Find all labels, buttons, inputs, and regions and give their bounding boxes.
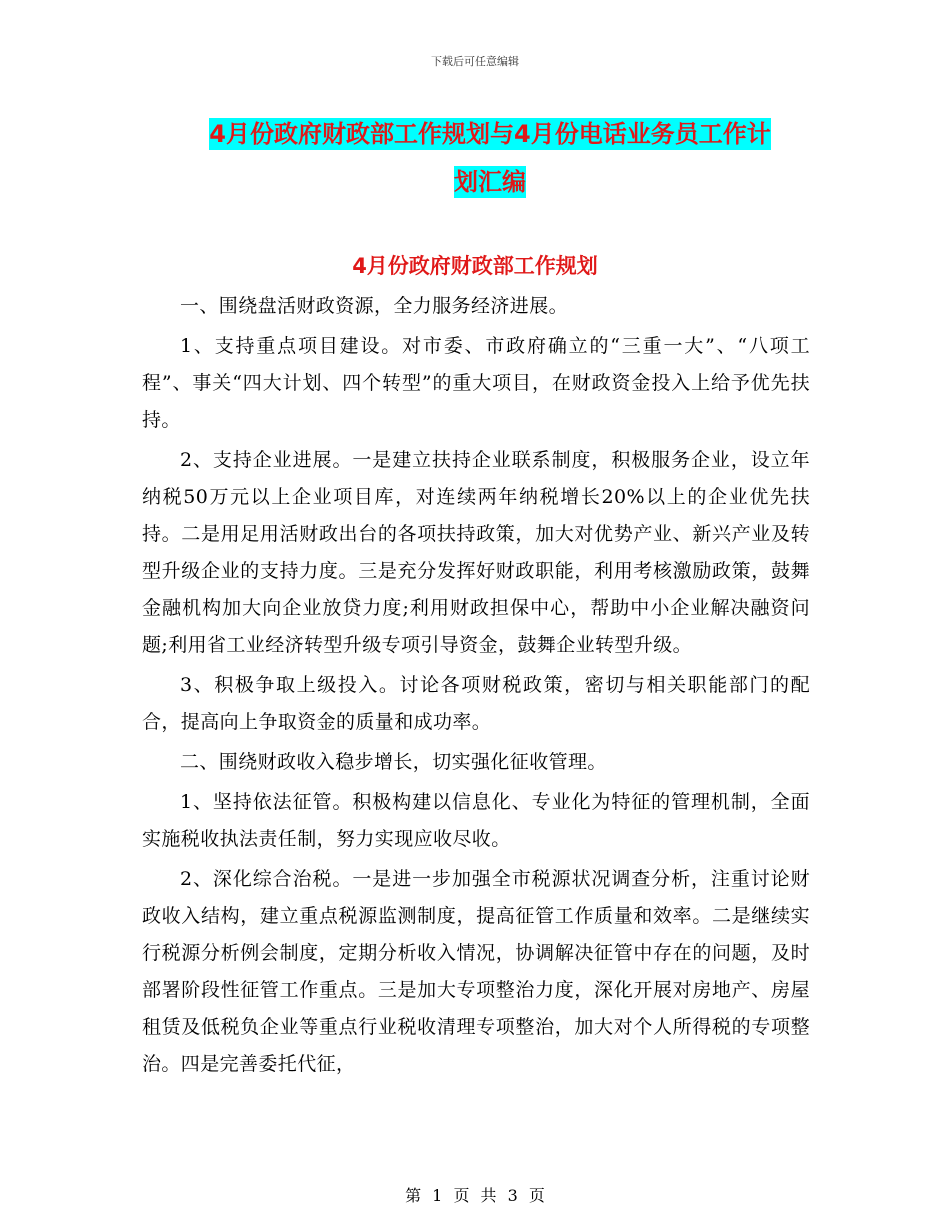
paragraph: 1、坚持依法征管。积极构建以信息化、专业化为特征的管理机制，全面实施税收执法责任制，努力实现应收尽收。 — [142, 791, 810, 850]
document-body — [142, 288, 810, 1086]
paragraph: 1、支持重点项目建设。对市委、市政府确立的“三重一大”、“八项工程”、事关“四大计划、四个转型”的重大项目，在财政资金投入上给予优先扶持。 — [142, 335, 810, 431]
page-number: 第 1 页 共 3 页 — [405, 1186, 545, 1205]
paragraph: 2、深化综合治税。一是进一步加强全市税源状况调查分析，注重讨论财政收入结构，建立重点税源监测制度，提高征管工作质量和效率。二是继续实行税源分析例会制度，定期分析收入情况，协调解决征管中存在的问题，及时部署阶段性征管工作重点。三是加大专项整治力度，深化开展对房地产、房屋租赁及低税负企业等重点行业税收清理专项整治，加大对个人所得税的专项整治。四是完善委托代征， — [142, 868, 810, 1075]
paragraph: 一、围绕盘活财政资源，全力服务经济进展。 — [180, 295, 569, 317]
page-header-note: 下载后可任意编辑 — [431, 55, 519, 68]
paragraph: 2、支持企业进展。一是建立扶持企业联系制度，积极服务企业，设立年纳税50万元以上企业项目库，对连续两年纳税增长20%以上的企业优先扶持。二是用足用活财政出台的各项扶持政策，加大对优势产业、新兴产业及转型升级企业的支持力度。三是充分发挥好财政职能，利用考核激励政策，鼓舞金融机构加大向企业放贷力度;利用财政担保中心，帮助中小企业解决融资问题;利用省工业经济转型升级专项引导资金，鼓舞企业转型升级。 — [142, 449, 810, 656]
document-title-line-2: 划汇编 — [454, 168, 526, 196]
document-title-line-1: 4月份政府财政部工作规划与4月份电话业务员工作计 — [209, 120, 771, 148]
paragraph: 二、围绕财政收入稳步增长，切实强化征收管理。 — [180, 751, 607, 773]
document-title — [140, 110, 840, 206]
section-title: 4月份政府财政部工作规划 — [352, 254, 598, 278]
paragraph: 3、积极争取上级投入。讨论各项财税政策，密切与相关职能部门的配合，提高向上争取资金的质量和成功率。 — [142, 674, 810, 733]
